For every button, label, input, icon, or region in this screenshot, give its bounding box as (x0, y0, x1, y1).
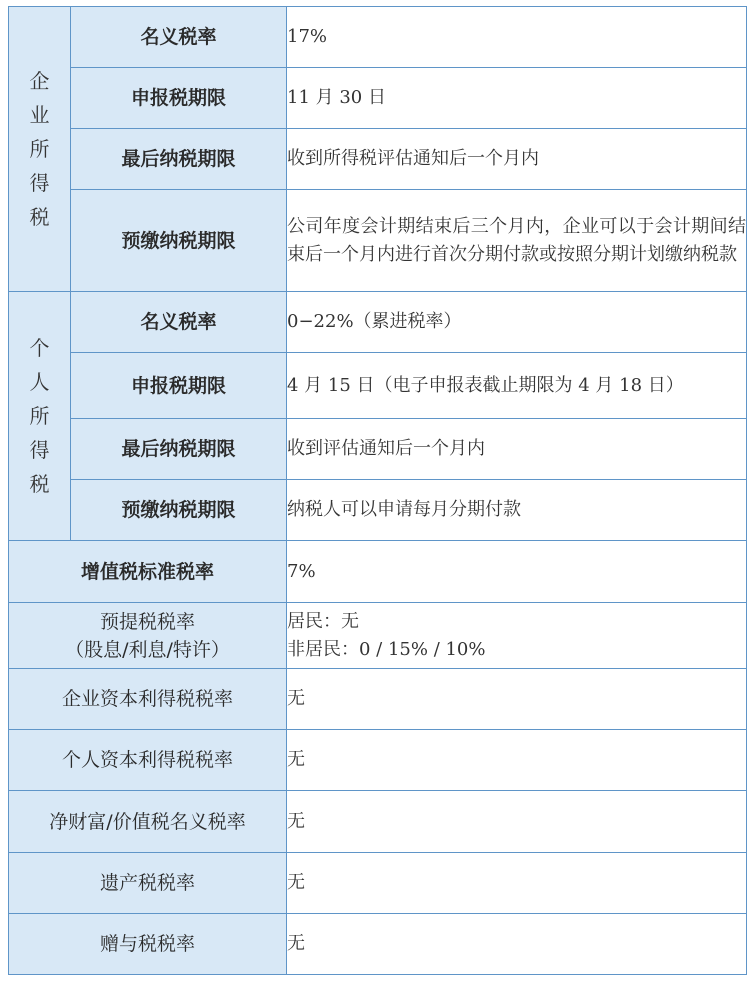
row-label: 企业资本利得税税率 (9, 669, 287, 730)
group-label-personal: 个人所得税 (9, 292, 71, 541)
row-value: 居民：无 (287, 610, 359, 632)
row-value: 无 (287, 730, 747, 791)
row-label: 预缴纳税期限 (71, 190, 287, 292)
row-value: 收到所得税评估通知后一个月内 (287, 129, 747, 190)
table-row (9, 603, 747, 669)
row-label: 预缴纳税期限 (71, 480, 287, 541)
table-row (9, 68, 747, 129)
row-label: 净财富/价值税名义税率 (9, 791, 287, 853)
table-row (9, 541, 747, 603)
row-value: 收到评估通知后一个月内 (287, 419, 747, 480)
row-value: 4 月 15 日（电子申报表截止期限为 4 月 18 日） (287, 353, 747, 419)
row-label: 增值税标准税率 (9, 541, 287, 603)
row-label: 名义税率 (71, 292, 287, 353)
row-label: 遗产税税率 (9, 853, 287, 914)
row-value-withholding (287, 603, 747, 669)
row-value: 无 (287, 914, 747, 975)
row-label-withholding (9, 603, 287, 669)
row-value: 11 月 30 日 (287, 68, 747, 129)
row-value: 7% (287, 541, 747, 603)
row-value: 无 (287, 791, 747, 853)
row-label: 赠与税税率 (9, 914, 287, 975)
table-row (9, 791, 747, 853)
table-row (9, 353, 747, 419)
row-value: 无 (287, 853, 747, 914)
table-row (9, 480, 747, 541)
tax-table (8, 6, 747, 975)
row-label: 申报税期限 (71, 68, 287, 129)
row-value: 纳税人可以申请每月分期付款 (287, 480, 747, 541)
table-row (9, 853, 747, 914)
row-value: 0−22%（累进税率） (287, 292, 747, 353)
group-label-corporate: 企业所得税 (9, 7, 71, 292)
table-row (9, 419, 747, 480)
table-row (9, 292, 747, 353)
row-sublabel: （股息/利息/特许） (65, 638, 230, 661)
table-row (9, 129, 747, 190)
table-row (9, 669, 747, 730)
row-label: 名义税率 (71, 7, 287, 68)
table-row (9, 730, 747, 791)
row-label: 个人资本利得税税率 (9, 730, 287, 791)
table-row (9, 914, 747, 975)
row-label: 最后纳税期限 (71, 419, 287, 480)
row-value: 无 (287, 669, 747, 730)
row-value: 17% (287, 7, 747, 68)
row-value: 公司年度会计期结束后三个月内，企业可以于会计期间结束后一个月内进行首次分期付款或按照分期计划缴纳税款 (287, 190, 747, 292)
row-value-2: 非居民：0 / 15% / 10% (287, 638, 486, 660)
table-row (9, 190, 747, 292)
row-label: 预提税税率 (99, 610, 195, 633)
row-label: 最后纳税期限 (71, 129, 287, 190)
row-label: 申报税期限 (71, 353, 287, 419)
table-row (9, 7, 747, 68)
